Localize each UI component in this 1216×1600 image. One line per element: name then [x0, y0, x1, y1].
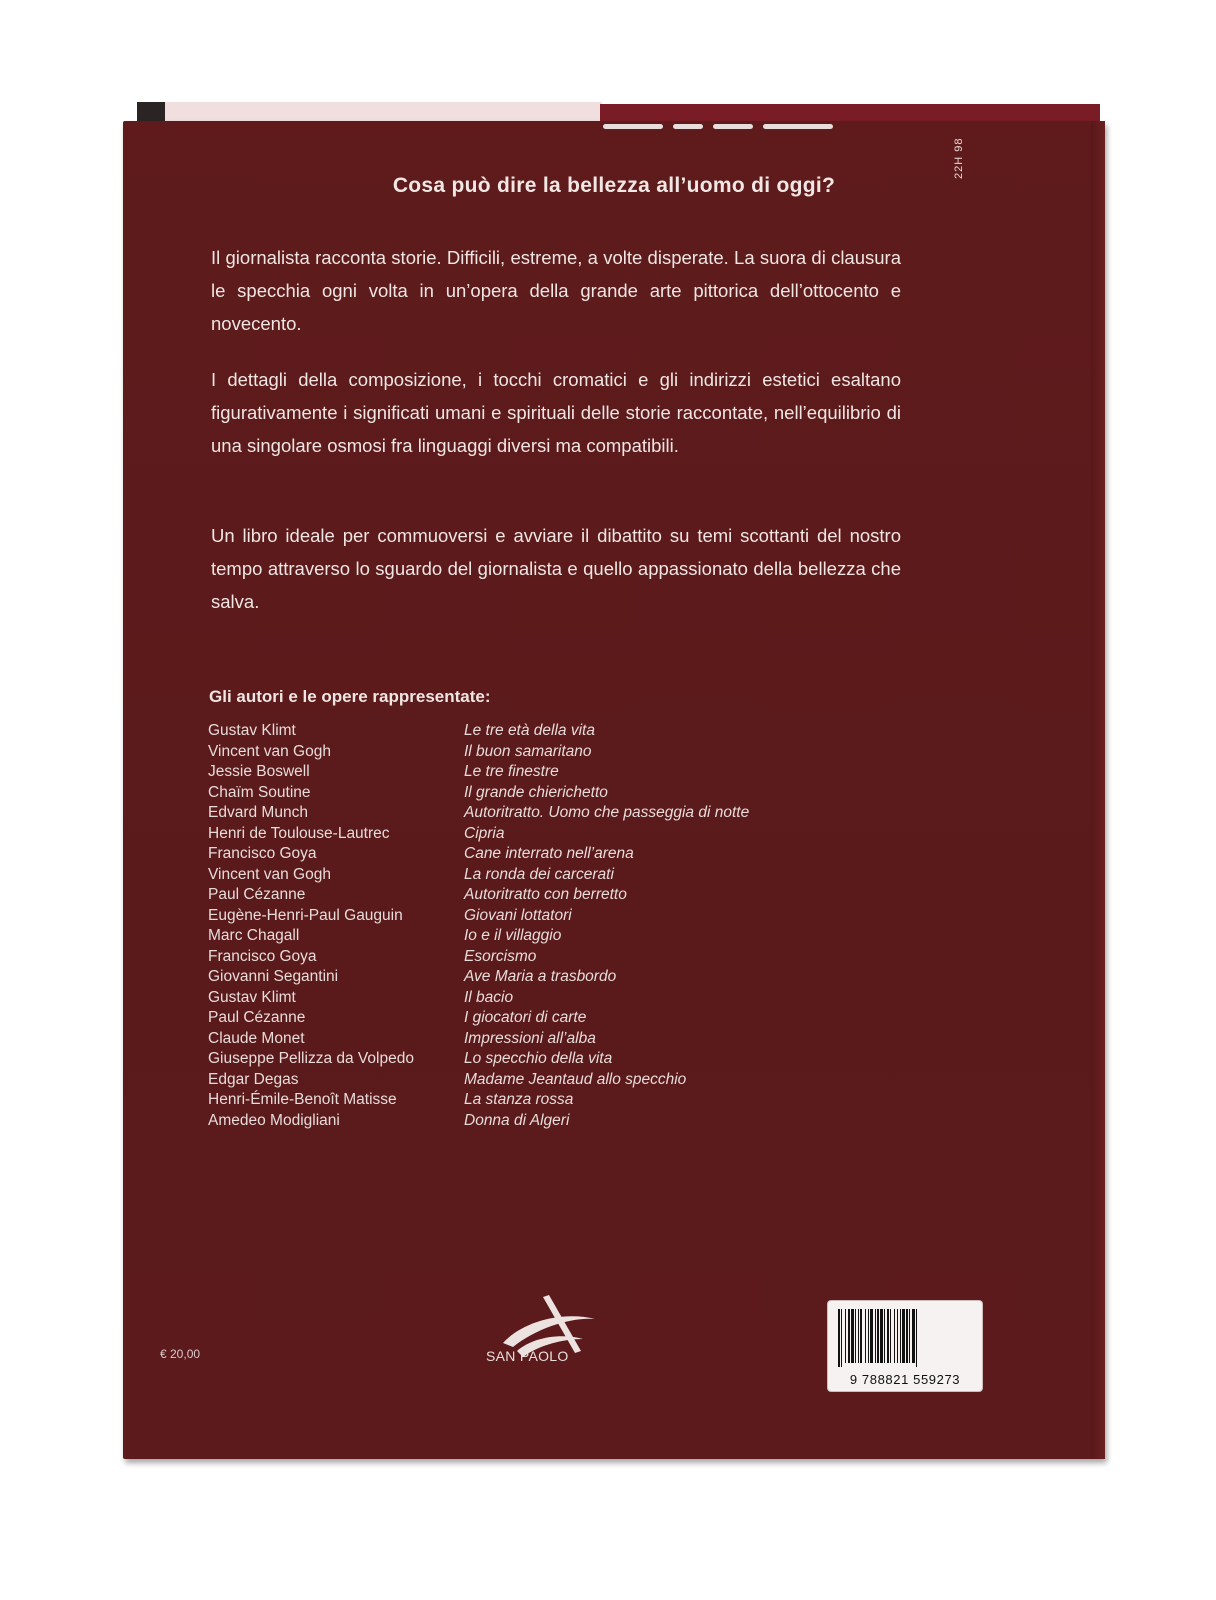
work-author: Jessie Boswell [208, 763, 310, 780]
barcode-bar [890, 1309, 891, 1363]
work-title: I giocatori di carte [464, 1009, 587, 1026]
list-item [208, 783, 828, 804]
headline: Cosa può dire la bellezza all’uomo di oggi? [392, 174, 836, 197]
work-author: Amedeo Modigliani [208, 1111, 340, 1129]
list-item [208, 1090, 828, 1111]
work-title: Impressioni all’alba [464, 1029, 596, 1047]
barcode-bar [848, 1309, 850, 1363]
work-title: La ronda dei carcerati [464, 865, 614, 883]
book-back-cover [123, 121, 1105, 1459]
work-author: Francisco Goya [208, 947, 317, 965]
list-item [208, 988, 828, 1009]
work-author: Henri de Toulouse-Lautrec [208, 824, 390, 842]
work-author: Vincent van Gogh [208, 865, 331, 883]
work-author: Edvard Munch [208, 804, 308, 821]
work-author: Gustav Klimt [208, 722, 296, 739]
barcode-bar [897, 1309, 898, 1363]
barcode-bar [865, 1309, 866, 1363]
work-title: Il buon samaritano [464, 742, 592, 760]
price: € 20,00 [160, 1347, 201, 1361]
cover-scuffs [603, 121, 883, 135]
list-item [208, 926, 828, 947]
work-author: Edgar Degas [208, 1070, 299, 1088]
barcode-bar [860, 1309, 862, 1363]
work-author: Marc Chagall [208, 927, 300, 944]
work-author: Giuseppe Pellizza da Volpedo [208, 1050, 414, 1067]
barcode-bar [912, 1309, 915, 1363]
work-title: Il grande chierichetto [464, 783, 608, 801]
work-author: Giovanni Segantini [208, 968, 339, 985]
barcode-bars [836, 1309, 974, 1367]
work-author: Paul Cézanne [208, 1009, 306, 1026]
works-list [208, 721, 828, 1131]
barcode-bar [870, 1309, 873, 1363]
work-title: Autoritratto con berretto [464, 886, 627, 903]
work-title: Le tre età della vita [464, 722, 595, 739]
work-title: Le tre finestre [464, 763, 559, 780]
barcode-bar [887, 1309, 889, 1363]
work-title: Madame Jeantaud allo specchio [464, 1070, 687, 1088]
barcode-bar [909, 1309, 910, 1363]
barcode-bar [858, 1309, 859, 1363]
list-item [208, 844, 828, 865]
list-item [208, 803, 828, 824]
isbn-digits: 9 788821 559273 [849, 1372, 961, 1387]
barcode-bar [855, 1309, 856, 1363]
list-item [208, 721, 828, 742]
barcode-bar [884, 1309, 885, 1363]
barcode-bar [875, 1309, 876, 1363]
work-author: Gustav Klimt [208, 988, 296, 1006]
barcode-bar [868, 1309, 869, 1363]
list-item [208, 947, 828, 968]
barcode-bar [838, 1309, 840, 1367]
work-author: Chaïm Soutine [208, 783, 311, 801]
barcode-bar [894, 1309, 895, 1363]
list-item [208, 824, 828, 845]
list-item [208, 967, 828, 988]
work-title: Cane interrato nell’arena [464, 845, 634, 862]
barcode-bar [906, 1309, 908, 1363]
work-author: Eugène-Henri-Paul Gauguin [208, 906, 403, 924]
barcode-bar [880, 1309, 883, 1363]
catalog-code: 22H 98 [953, 137, 965, 179]
list-item [208, 906, 828, 927]
work-title: Ave Maria a trasbordo [464, 968, 617, 985]
work-title: Io e il villaggio [464, 927, 562, 944]
list-item [208, 762, 828, 783]
list-item [208, 1008, 828, 1029]
barcode-bar [916, 1309, 917, 1367]
cover-edge [1091, 121, 1105, 1459]
work-title: La stanza rossa [464, 1091, 574, 1108]
list-item [208, 1111, 828, 1132]
work-title: Donna di Algeri [464, 1111, 570, 1129]
paragraph-2: I dettagli della composizione, i tocchi cromatici e gli indirizzi estetici esaltano figurativamente i significati umani e spirituali delle storie raccontate, nell’equilibrio di una singolare osmosi fra linguaggi diversi ma compatibili. [211, 369, 901, 456]
barcode-bar [902, 1309, 905, 1363]
barcode-bar [851, 1309, 854, 1363]
work-title: Cipria [464, 824, 505, 842]
barcode-bar [845, 1309, 846, 1363]
publisher-name: SAN PAOLO [486, 1348, 569, 1364]
barcode-bar [841, 1309, 842, 1367]
paragraph-3: Un libro ideale per commuoversi e avviare il dibattito su temi scottanti del nostro tempo attraverso lo sguardo del giornalista e quello appassionato della bellezza che salva. [211, 525, 901, 612]
work-title: Lo specchio della vita [464, 1050, 613, 1067]
work-author: Vincent van Gogh [208, 742, 331, 760]
barcode [828, 1301, 982, 1391]
list-item [208, 1029, 828, 1050]
work-author: Paul Cézanne [208, 886, 306, 903]
list-item [208, 1049, 828, 1070]
work-author: Francisco Goya [208, 845, 317, 862]
work-author: Henri-Émile-Benoît Matisse [208, 1091, 397, 1108]
list-item [208, 865, 828, 886]
work-author: Claude Monet [208, 1029, 305, 1047]
work-title: Giovani lottatori [464, 906, 572, 924]
list-item [208, 885, 828, 906]
work-title: Autoritratto. Uomo che passeggia di notte [464, 804, 750, 821]
barcode-bar [877, 1309, 879, 1363]
list-item [208, 742, 828, 763]
paragraph-1: Il giornalista racconta storie. Difficili, estreme, a volte disperate. La suora di clausura le specchia ogni volta in un’opera della grande arte pittorica dell’ottocento e novecento. [211, 247, 901, 334]
work-title: Il bacio [464, 988, 514, 1006]
work-title: Esorcismo [464, 947, 537, 965]
authors-title: Gli autori e le opere rappresentate: [209, 687, 491, 706]
barcode-bar [900, 1309, 901, 1363]
list-item [208, 1070, 828, 1091]
